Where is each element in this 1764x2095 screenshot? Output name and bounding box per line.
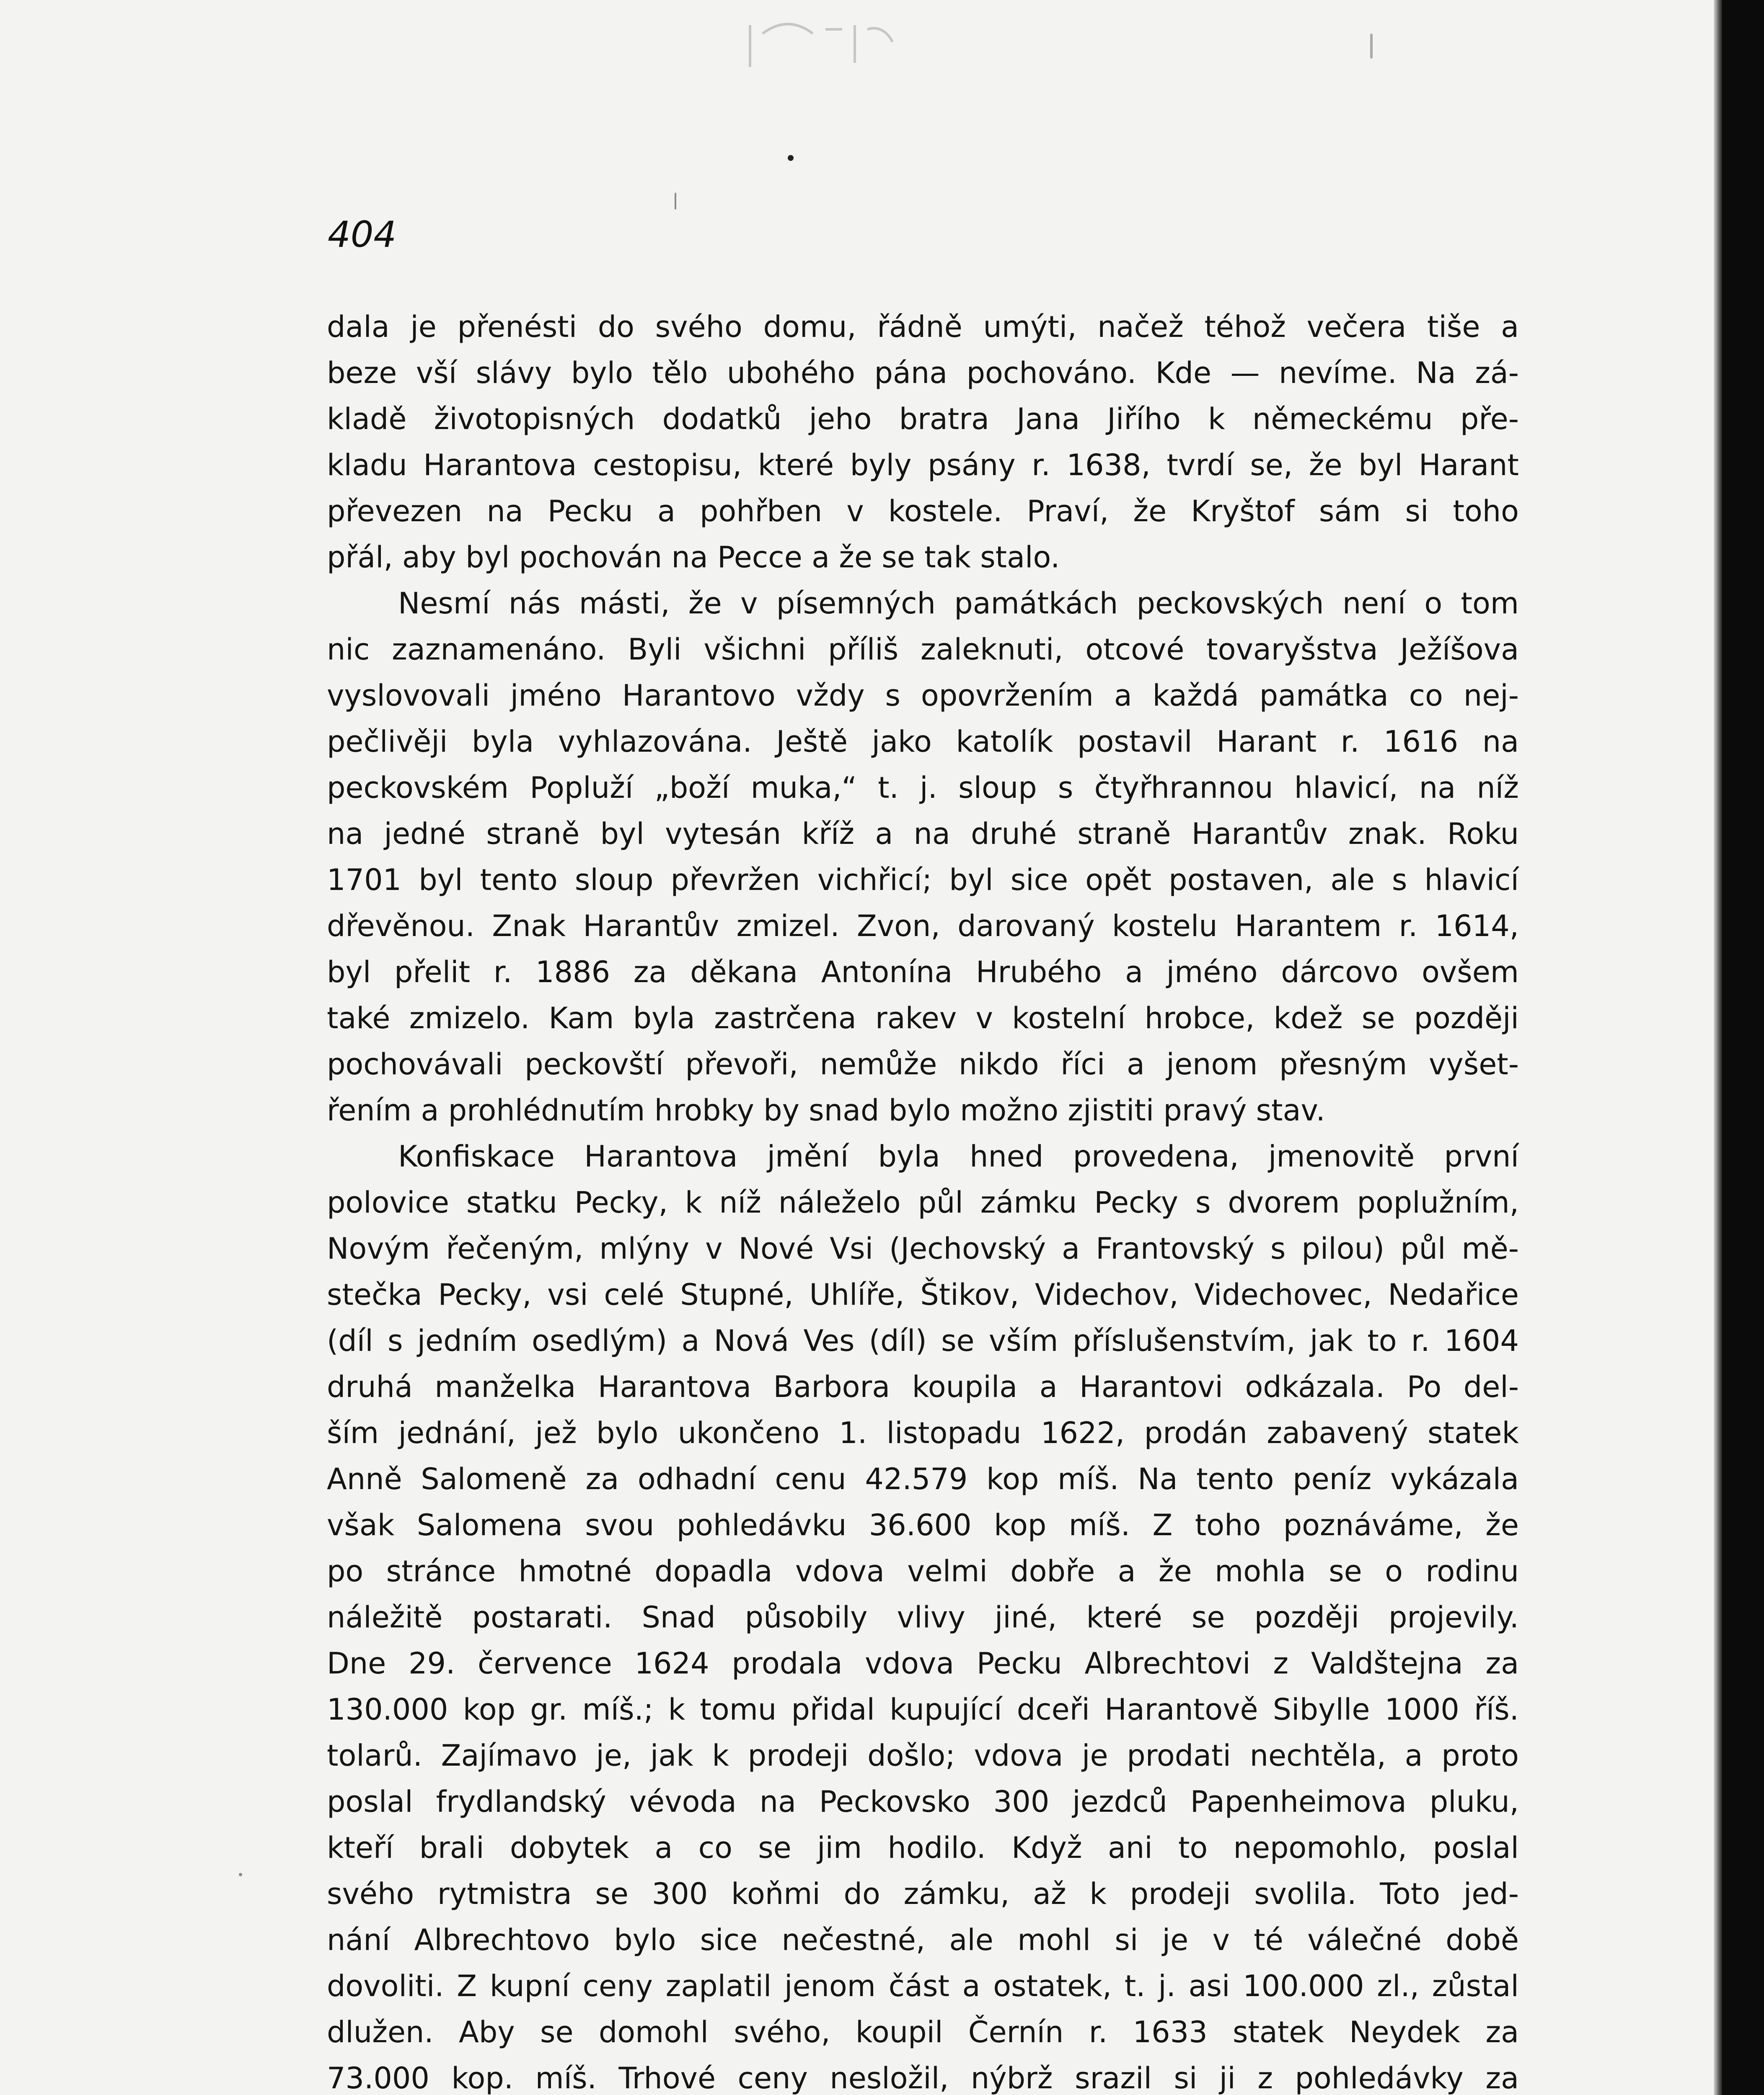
- text-line: Dne 29. července 1624 prodala vdova Pecku Albrechtovi z Valdštejna za: [327, 1646, 1519, 1681]
- text-line: stečka Pecky, vsi celé Stupné, Uhlíře, Štikov, Videchov, Videchovec, Nedařice: [327, 1278, 1519, 1312]
- dust-speck: [1370, 34, 1373, 59]
- text-line: poslal frydlandský vévoda na Peckovsko 300 jezdců Papenheimova pluku,: [327, 1785, 1519, 1819]
- text-line: Nesmí nás másti, že v písemných památkách peckovských není o tom: [398, 586, 1519, 621]
- scan-border: [1722, 0, 1764, 2095]
- text-line: dřevěnou. Znak Harantův zmizel. Zvon, darovaný kostelu Harantem r. 1614,: [327, 909, 1519, 943]
- text-line: náležitě postarati. Snad působily vlivy jiné, které se později projevily.: [327, 1600, 1519, 1635]
- body-text: [327, 304, 1519, 2095]
- text-line: (díl s jedním osedlým) a Nová Ves (díl) se vším příslušenstvím, jak to r. 1604: [327, 1324, 1519, 1358]
- text-line: Konfiskace Harantova jmění byla hned provedena, jmenovitě první: [398, 1139, 1519, 1174]
- dust-speck: [788, 155, 794, 161]
- text-line: po stránce hmotné dopadla vdova velmi dobře a že mohla se o rodinu: [327, 1554, 1519, 1588]
- text-line: 73.000 kop. míš. Trhové ceny nesložil, nýbrž srazil si ji z pohledávky za: [327, 2061, 1519, 2095]
- text-line: druhá manželka Harantova Barbora koupila a Harantovi odkázala. Po del-: [327, 1370, 1519, 1404]
- text-line: dlužen. Aby se domohl svého, koupil Černín r. 1633 statek Neydek za: [327, 2015, 1519, 2049]
- dust-speck: [675, 193, 676, 210]
- text-line: nání Albrechtovo bylo sice nečestné, ale mohl si je v té válečné době: [327, 1923, 1519, 1957]
- text-line: 1701 byl tento sloup převržen vichřicí; byl sice opět postaven, ale s hlavicí: [327, 863, 1519, 897]
- text-line: dovoliti. Z kupní ceny zaplatil jenom část a ostatek, t. j. asi 100.000 zl., zůstal: [327, 1969, 1519, 2003]
- text-line: však Salomena svou pohledávku 36.600 kop míš. Z toho poznáváme, že: [327, 1508, 1519, 1542]
- text-line: ším jednání, jež bylo ukončeno 1. listopadu 1622, prodán zabavený statek: [327, 1416, 1519, 1450]
- dust-speck: [239, 1873, 242, 1876]
- text-line: 130.000 kop gr. míš.; k tomu přidal kupující dceři Harantově Sibylle 1000 říš.: [327, 1692, 1519, 1727]
- text-line: pochovávali peckovští převoři, nemůže nikdo říci a jenom přesným vyšet-: [327, 1047, 1519, 1081]
- text-line: na jedné straně byl vytesán kříž a na druhé straně Harantův znak. Roku: [327, 817, 1519, 851]
- text-line: kteří brali dobytek a co se jim hodilo. Když ani to nepomohlo, poslal: [327, 1831, 1519, 1865]
- text-line: převezen na Pecku a pohřben v kostele. Praví, že Kryštof sám si toho: [327, 494, 1519, 528]
- text-line: peckovském Popluží „boží muka,“ t. j. sloup s čtyřhrannou hlavicí, na níž: [327, 771, 1519, 805]
- text-line: nic zaznamenáno. Byli všichni příliš zaleknuti, otcové tovaryšstva Ježíšova: [327, 632, 1519, 667]
- text-line: tolarů. Zajímavo je, jak k prodeji došlo; vdova je prodati nechtěla, a proto: [327, 1738, 1519, 1773]
- text-line: řením a prohlédnutím hrobky by snad bylo možno zjistiti pravý stav.: [327, 1093, 1325, 1128]
- text-line: pečlivěji byla vyhlazována. Ještě jako katolík postavil Harant r. 1616 na: [327, 724, 1519, 759]
- page-number: 404: [328, 214, 397, 256]
- page-edge-shadow: [1714, 0, 1723, 2095]
- text-line: polovice statku Pecky, k níž náleželo půl zámku Pecky s dvorem poplužním,: [327, 1185, 1519, 1220]
- text-line: Anně Salomeně za odhadní cenu 42.579 kop míš. Na tento peníz vykázala: [327, 1462, 1519, 1496]
- text-line: Novým řečeným, mlýny v Nové Vsi (Jechovský a Frantovský s pilou) půl mě-: [327, 1231, 1519, 1266]
- text-line: přál, aby byl pochován na Pecce a že se tak stalo.: [327, 540, 1060, 574]
- bleed-through-mark: [746, 17, 897, 75]
- text-line: také zmizelo. Kam byla zastrčena rakev v kostelní hrobce, kdež se později: [327, 1001, 1519, 1035]
- text-line: vyslovovali jméno Harantovo vždy s opovržením a každá památka co nej-: [327, 678, 1519, 713]
- text-line: beze vší slávy bylo tělo ubohého pána pochováno. Kde — nevíme. Na zá-: [327, 356, 1519, 390]
- text-line: svého rytmistra se 300 koňmi do zámku, až k prodeji svolila. Toto jed-: [327, 1877, 1519, 1911]
- text-line: byl přelit r. 1886 za děkana Antonína Hrubého a jméno dárcovo ovšem: [327, 955, 1519, 989]
- text-line: dala je přenésti do svého domu, řádně umýti, načež téhož večera tiše a: [327, 310, 1519, 344]
- text-line: kladu Harantova cestopisu, které byly psány r. 1638, tvrdí se, že byl Harant: [327, 448, 1519, 482]
- text-line: kladě životopisných dodatků jeho bratra Jana Jiřího k německému pře-: [327, 402, 1519, 436]
